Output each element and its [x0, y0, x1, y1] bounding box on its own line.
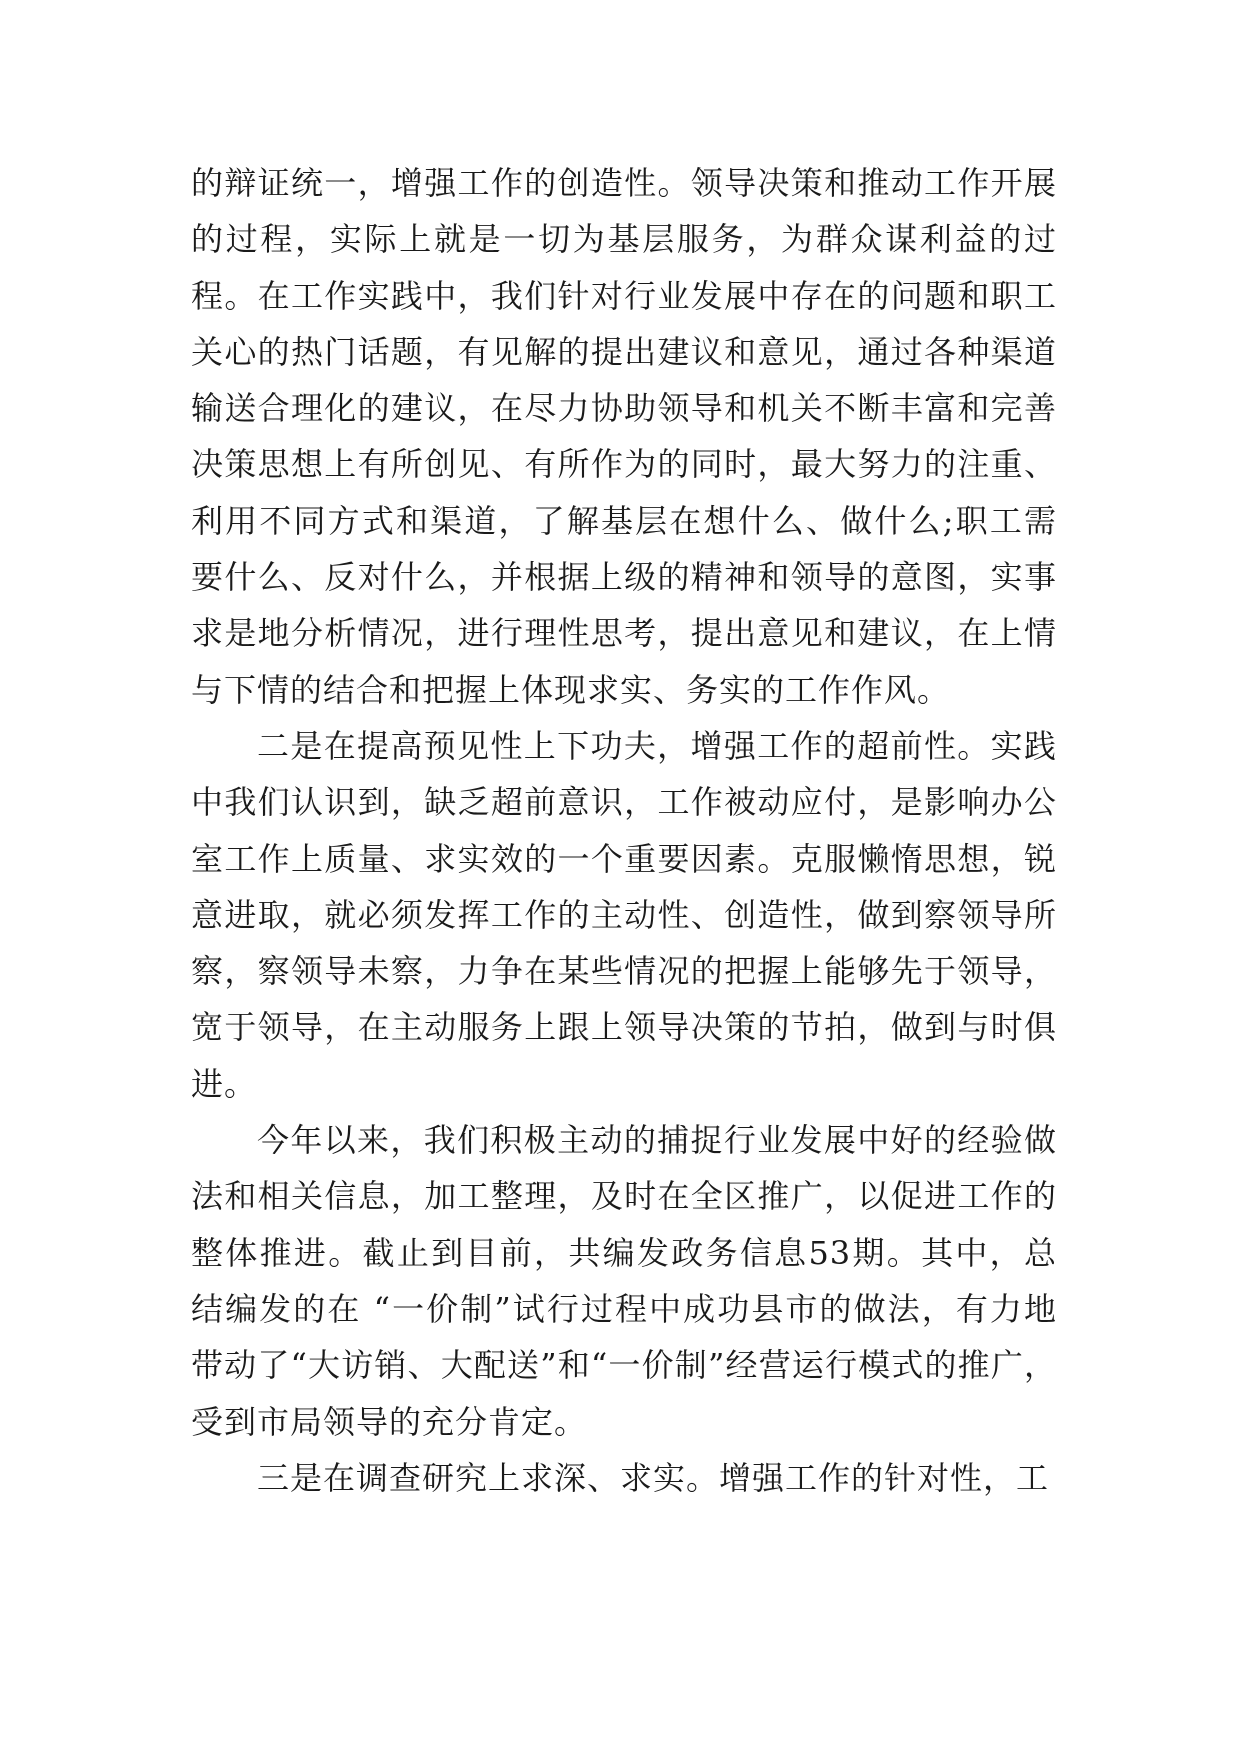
paragraph-continuation: 的辩证统一，增强工作的创造性。领导决策和推动工作开展的过程，实际上就是一切为基层服务，为群众谋利益的过程。在工作实践中，我们针对行业发展中存在的问题和职工关心的热门话题，有见解的提出建议和意见，通过各种渠道输送合理化的建议，在尽力协助领导和机关不断丰富和完善决策思想上有所创见、有所作为的同时，最大努力的注重、利用不同方式和渠道，了解基层在想什么、做什么;职工需要什么、反对什么，并根据上级的精神和领导的意图，实事求是地分析情况，进行理性思考，提出意见和建议，在上情与下情的结合和把握上体现求实、务实的工作作风。: [191, 164, 1057, 709]
paragraph-foresight: 二是在提高预见性上下功夫，增强工作的超前性。实践中我们认识到，缺乏超前意识，工作被动应付，是影响办公室工作上质量、求实效的一个重要因素。克服懒惰思想，锐意进取，就必须发挥工作的主动性、创造性，做到察领导所察，察领导未察，力争在某些情况的把握上能够先于领导，宽于领导，在主动服务上跟上领导决策的节拍，做到与时俱进。: [191, 726, 1057, 1103]
body-text: [191, 155, 1057, 1506]
paragraph-research: 三是在调查研究上求深、求实。增强工作的针对性，工: [257, 1458, 1050, 1497]
paragraph-this-year: 今年以来，我们积极主动的捕捉行业发展中好的经验做法和相关信息，加工整理，及时在全区推广，以促进工作的整体推进。截止到目前，共编发政务信息53期。其中，总结编发的在 “一价制”试行过程中成功县市的做法，有力地带动了“大访销、大配送”和“一价制”经营运行模式的推广，受到市局领导的充分肯定。: [191, 1121, 1057, 1441]
